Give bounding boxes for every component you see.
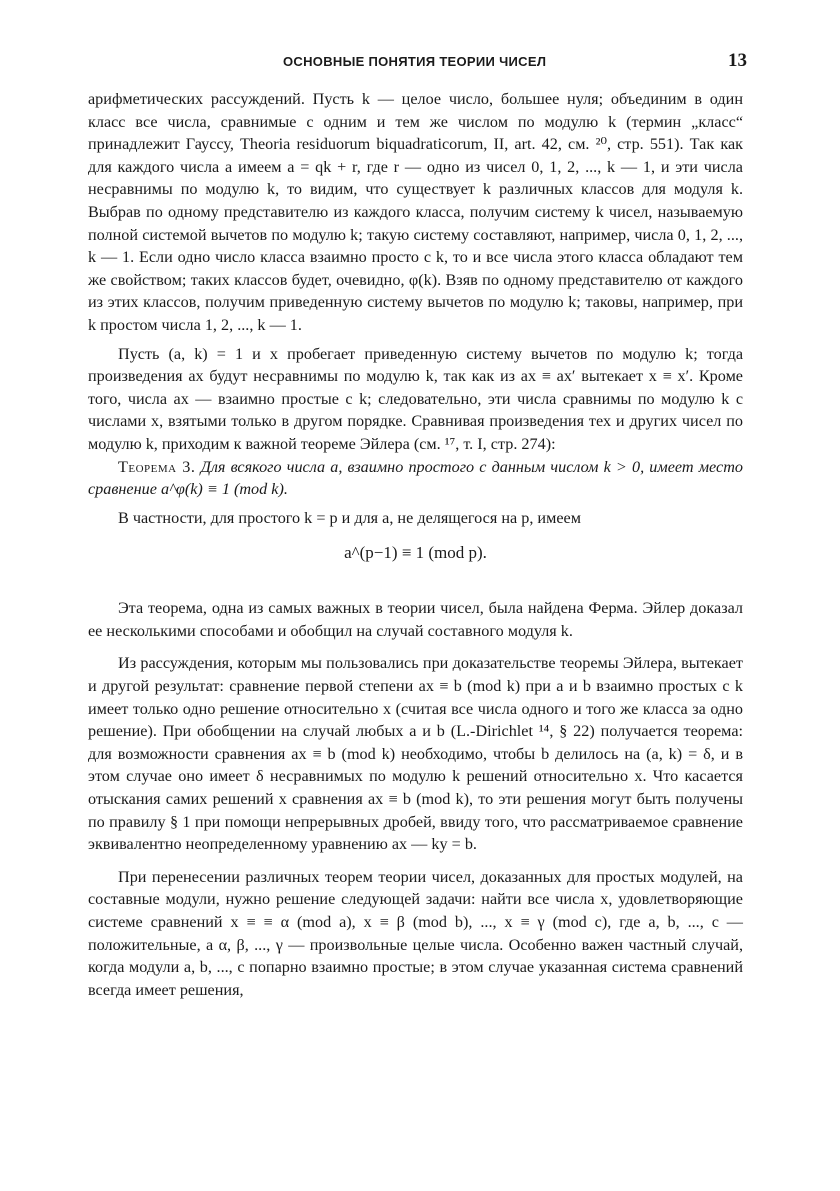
paragraph-euler-argument: Пусть (a, k) = 1 и x пробегает приведенную систему вычетов по модулю k; тогда произведения ax будут несравнимы по модулю k, так как из ax ≡ ax′ вытекает x ≡ x′. Кроме того, числа ax — взаимно простые с k; следовательно, эти числа сравнимы по модулю k с числами x, взятыми только в другом порядке. Сравнивая произведения тех и других чисел по модулю k, приходим к важной теореме Эйлера (см. ¹⁷, т. I, стр. 274):	[88, 344, 743, 453]
paragraph-linear-congruence: Из рассуждения, которым мы пользовались при доказательстве теоремы Эйлера, вытекает и другой результат: сравнение первой степени ax ≡ b (mod k) при a и b взаимно простых с k имеет только одно решение относительно x (считая все числа одного и того же класса за одно решение). При обобщении на случай любых a и b (L.-Dirichlet ¹⁴, § 22) получается теорема: для возможности сравнения ax ≡ b (mod k) необходимо, чтобы b делилось на (a, k) = δ, и в этом случае оно имеет δ несравнимых по модулю k решений относительно x. Что касается отыскания самих решений x сравнения ax ≡ b (mod k), то эти решения могут быть получены по правилу § 1 при помощи непрерывных дробей, ввиду того, что рассматриваемое сравнение эквивалентно неопределенному уравнению ax — ky = b.	[88, 654, 743, 854]
paragraph-fermat-case: В частности, для простого k = p и для a, не делящегося на p, имеем	[118, 508, 581, 527]
page-header	[88, 48, 747, 82]
paragraph-classes: арифметических рассуждений. Пусть k — целое число, большее нуля; объединим в один класс все числа, сравнимые с одним и тем же числом по модулю k (термин „класс“ принадлежит Гауссу, Theoria residuorum biquadraticorum, II, art. 42, см. ²⁰, стр. 551). Так как для каждого числа a имеем a = qk + r, где r — одно из чисел 0, 1, 2, ..., k — 1, и эти числа несравнимы по модулю k, то видим, что существует k различных классов для модуля k. Выбрав по одному представителю из каждого класса, получим систему k чисел, называемую полной системой вычетов по модулю k; такую систему составляют, например, числа 0, 1, 2, ..., k — 1. Если одно число класса взаимно просто с k, то и все числа этого класса обладают тем же свойством; таких классов будет, очевидно, φ(k). Взяв по одному представителю от каждого из этих классов, получим приведенную систему вычетов по модулю k; таковы, например, при k простом числа 1, 2, ..., k — 1.	[88, 90, 743, 334]
theorem-label: Теорема 3.	[118, 457, 196, 476]
book-page	[88, 48, 747, 1001]
page-number: 13	[728, 50, 747, 71]
paragraph-fermat-history: Эта теорема, одна из самых важных в теории чисел, была найдена Ферма. Эйлер доказал ее несколькими способами и обобщил на случай составного модуля k.	[88, 599, 743, 640]
paragraph-system-of-congruences: При перенесении различных теорем теории чисел, доказанных для простых модулей, на составные модули, нужно решение следующей задачи: найти все числа x, удовлетворяющие системе сравнений x ≡ ≡ α (mod a), x ≡ β (mod b), ..., x ≡ γ (mod c), где a, b, ..., c — положительные, а α, β, ..., γ — произвольные целые числа. Особенно важен частный случай, когда модули a, b, ..., c попарно взаимно простые; в этом случае указанная система сравнений всегда имеет решения,	[88, 867, 743, 999]
running-title: ОСНОВНЫЕ ПОНЯТИЯ ТЕОРИИ ЧИСЕЛ	[283, 54, 547, 69]
fermat-formula: a^(p−1) ≡ 1 (mod p).	[344, 543, 487, 563]
theorem-3	[88, 456, 743, 501]
theorem-statement: Для всякого числа a, взаимно простого с данным числом k > 0, имеет место сравнение a^φ(k) ≡ 1 (mod k).	[88, 457, 743, 499]
